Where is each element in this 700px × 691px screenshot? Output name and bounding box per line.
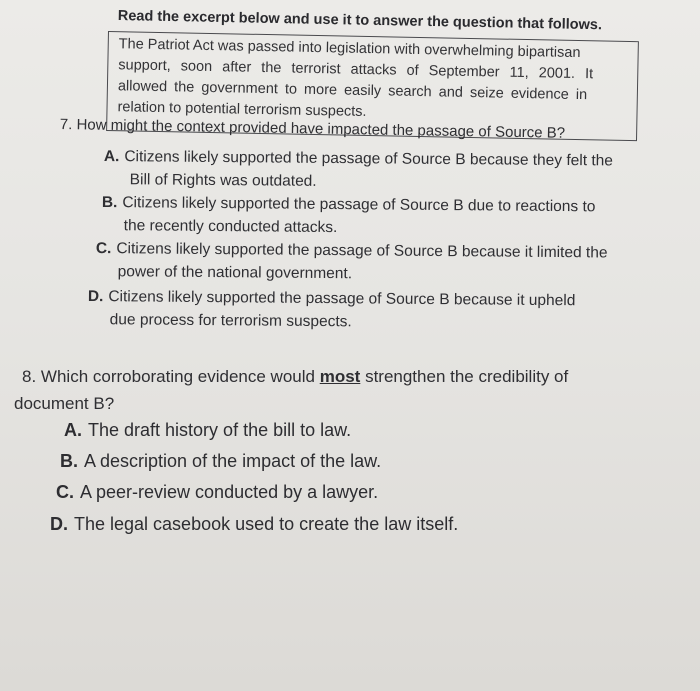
option-letter: B. (101, 193, 118, 212)
option-text-continued: the recently conducted attacks. (123, 217, 338, 237)
option-text: A peer-review conducted by a lawyer. (80, 482, 379, 502)
option-text-continued: power of the national government. (117, 263, 353, 283)
question-text-before: Which corroborating evidence would (40, 367, 315, 386)
option-text-continued: Bill of Rights was outdated. (129, 171, 317, 190)
excerpt-line: The Patriot Act was passed into legislation with overwhelming bipartisan (118, 36, 581, 62)
option-text: Citizens likely supported the passage of Source B because it limited the (116, 240, 608, 262)
q7-option-d[interactable] (88, 285, 576, 335)
question-text-after: strengthen the credibility of (365, 367, 569, 386)
option-text: The legal casebook used to create the law itself. (74, 514, 459, 534)
q8-option-a[interactable] (64, 420, 351, 441)
option-letter: C. (95, 239, 112, 258)
instruction-text: Read the excerpt below and use it to answer the question that follows. (117, 8, 603, 34)
question-emphasis: most (319, 367, 361, 386)
option-text-continued: due process for terrorism suspects. (109, 311, 352, 331)
option-text: Citizens likely supported the passage of Source B due to reactions to (122, 194, 596, 216)
option-letter: C. (56, 482, 74, 502)
question-8 (14, 363, 569, 417)
excerpt-line: support, soon after the terrorist attacks of September 11, 2001. It (118, 57, 594, 83)
q7-option-c[interactable] (96, 237, 608, 287)
option-letter: A. (64, 420, 82, 440)
option-text: Citizens likely supported the passage of Source B because it upheld (108, 288, 576, 310)
question-text: How might the context provided have impacted the passage of Source B? (76, 116, 566, 142)
excerpt-line: allowed the government to more easily search and seize evidence in (117, 78, 588, 104)
option-text: A description of the impact of the law. (84, 451, 382, 471)
option-text: The draft history of the bill to law. (88, 420, 352, 440)
option-letter: B. (60, 451, 78, 471)
q8-option-b[interactable] (60, 451, 381, 472)
q7-option-a[interactable] (104, 145, 613, 195)
excerpt-line: relation to potential terrorism suspects. (117, 99, 367, 120)
option-letter: D. (87, 287, 104, 306)
q8-option-d[interactable] (50, 514, 458, 535)
option-text: Citizens likely supported the passage of Source B because they felt the (124, 148, 614, 170)
option-letter: A. (103, 147, 120, 166)
question-number: 8. (22, 367, 37, 386)
question-text-line2: document B? (14, 394, 115, 413)
q7-option-b[interactable] (102, 191, 596, 241)
q8-option-c[interactable] (56, 482, 378, 503)
question-number: 7. (59, 116, 73, 134)
option-letter: D. (50, 514, 68, 534)
